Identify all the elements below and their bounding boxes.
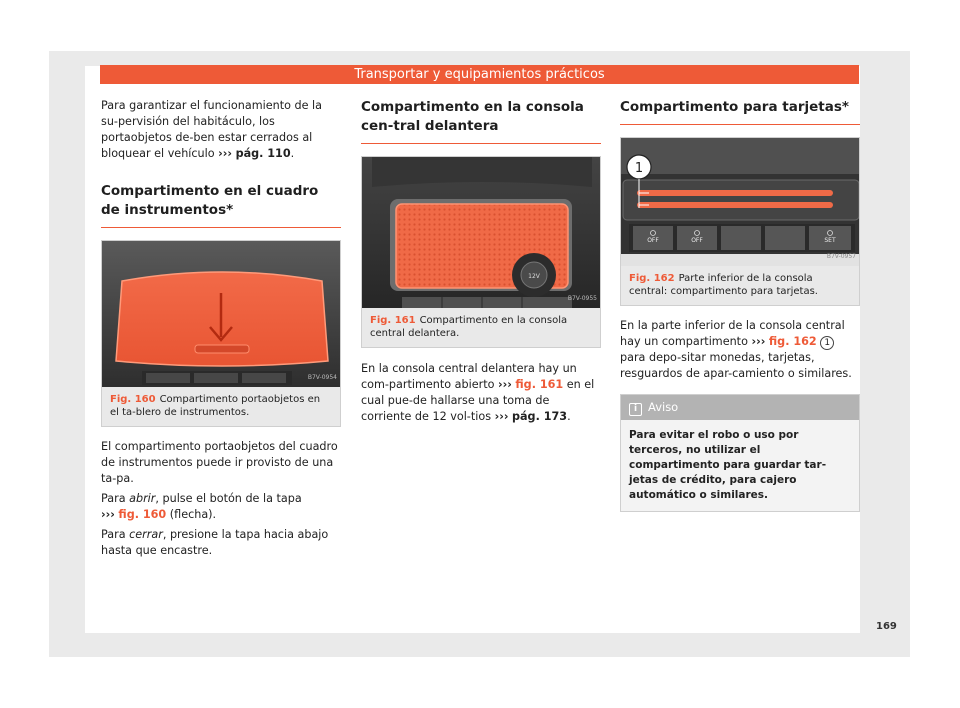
page-number: 169	[876, 621, 897, 632]
figure-160-caption: Fig. 160 Compartimento portaobjetos en el ta-blero de instrumentos.	[102, 387, 340, 426]
paragraph-3: Para cerrar, presione la tapa hacia abajo hasta que encastre.	[101, 528, 329, 557]
figure-160	[101, 240, 341, 427]
page-ref-link[interactable]: pág. 110	[235, 147, 291, 160]
card-compartment-illustration	[621, 138, 859, 266]
fig-162-link[interactable]: fig. 162	[768, 335, 817, 348]
console-compartment-illustration	[362, 157, 600, 308]
intro-paragraph: Para garantizar el funcionamiento de la su-pervisión del habitáculo, los portaobjetos de-ben estar cerrados al bloquear el vehículo ››› pág. 110.	[101, 99, 322, 160]
paragraph-tarjetas: En la parte inferior de la consola central hay un compartimento ››› fig. 162 1 para depo-sitar monedas, tarjetas, resguardos de apar-camiento o similares.	[620, 319, 852, 380]
paragraph-console: En la consola central delantera hay un com-partimento abierto ››› fig. 161 en el cual pue-de hallarse una toma de corriente de 12 vol-tios ››› pág. 173.	[361, 362, 595, 423]
figure-160-image	[102, 241, 340, 387]
paragraph-1: El compartimento portaobjetos del cuadro de instrumentos puede ir provisto de una ta-pa.	[101, 440, 338, 485]
aviso-box	[620, 394, 860, 512]
figure-161	[361, 156, 601, 348]
figure-id: B7V-0954	[307, 374, 337, 381]
figure-162-image	[621, 138, 859, 266]
column-3	[620, 98, 860, 512]
info-icon: i	[629, 403, 642, 416]
btn-label-2: OFF	[691, 237, 703, 244]
section-heading-consola: Compartimento en la consola cen-tral delantera	[361, 98, 601, 144]
fig-160-link[interactable]: fig. 160	[118, 508, 167, 521]
column-1	[101, 98, 341, 563]
section-heading-cuadro: Compartimento en el cuadro de instrumentos*	[101, 182, 341, 228]
section-heading-tarjetas: Compartimento para tarjetas*	[620, 98, 860, 125]
aviso-header: i Aviso	[621, 395, 859, 420]
paragraph-2: Para abrir, pulse el botón de la tapa ››› fig. 160 (flecha).	[101, 492, 302, 521]
figure-161-image	[362, 157, 600, 308]
figure-id: B7V-0957	[826, 253, 856, 260]
btn-label-5: SET	[824, 237, 836, 244]
fig-161-link[interactable]: fig. 161	[515, 378, 564, 391]
figure-162	[620, 137, 860, 306]
callout-1: 1	[634, 161, 644, 176]
btn-label-1: OFF	[647, 237, 659, 244]
column-2	[361, 98, 601, 429]
aviso-text: Para evitar el robo o uso por terceros, no utilizar el compartimento para guardar tar-jetas de crédito, para cajero automático o similares.	[629, 429, 827, 501]
socket-label: 12V	[528, 273, 540, 280]
callout-ref-1: 1	[820, 336, 834, 350]
figure-162-caption: Fig. 162 Parte inferior de la consola central: compartimento para tarjetas.	[621, 266, 859, 305]
figure-161-caption: Fig. 161 Compartimento en la consola central delantera.	[362, 308, 600, 347]
dashboard-compartment-illustration	[102, 241, 340, 387]
figure-id: B7V-0955	[567, 295, 597, 302]
page-173-link[interactable]: pág. 173	[512, 410, 568, 423]
section-header: Transportar y equipamientos prácticos	[100, 65, 859, 84]
